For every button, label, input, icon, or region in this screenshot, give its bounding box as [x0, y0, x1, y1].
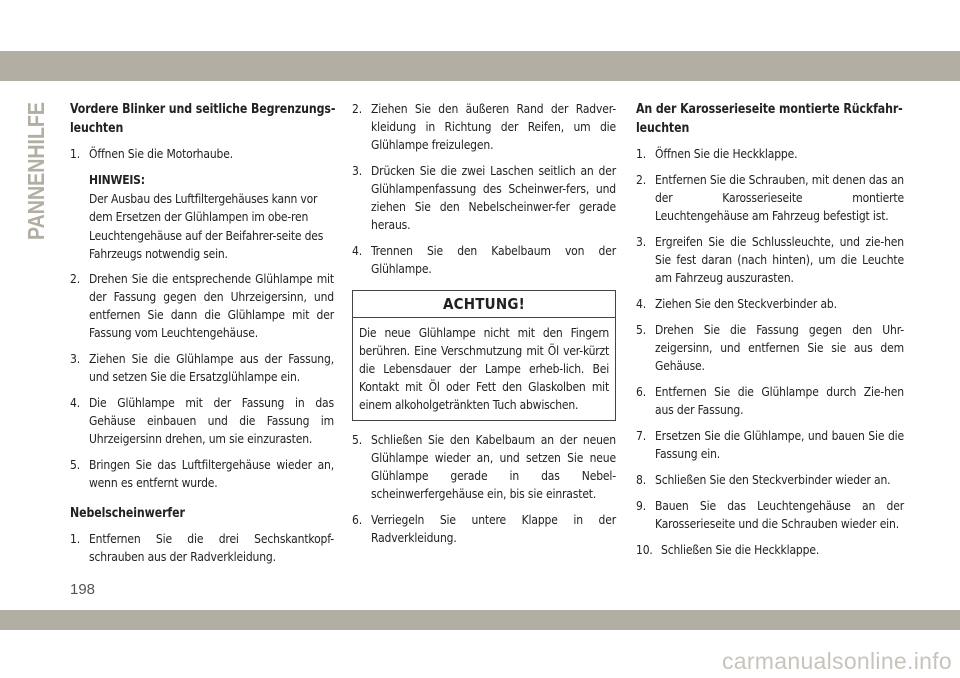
list-item	[352, 162, 616, 234]
step-number: 3.	[636, 235, 646, 249]
step-number: 7.	[636, 429, 646, 443]
step-text: Verriegeln Sie untere Klappe in der Radverkleidung.	[371, 513, 616, 545]
watermark: carmanualsonline.info	[721, 648, 952, 674]
list-item	[352, 511, 616, 547]
list-item	[70, 530, 334, 566]
heading-line-2: leuchten	[70, 121, 124, 136]
list-item	[70, 456, 334, 492]
list-item	[636, 233, 904, 287]
heading-line-1: An der Karosserieseite montierte Rückfahr-	[636, 102, 903, 117]
list-item	[636, 497, 904, 533]
step-number: 1.	[70, 147, 80, 161]
section-heading-front-indicators	[70, 100, 336, 138]
step-text: Ziehen Sie den äußeren Rand der Radver-kleidung in Richtung der Reifen, um die Glühlampe freizulegen.	[371, 102, 616, 152]
list-item	[352, 242, 616, 278]
page-number: 198	[70, 581, 96, 598]
step-number: 6.	[352, 513, 362, 527]
step-number: 8.	[636, 473, 646, 487]
step-text: Drehen Sie die Fassung gegen den Uhr-zeigersinn, und entfernen Sie sie aus dem Gehäuse.	[655, 323, 904, 373]
bottom-band	[0, 610, 960, 630]
step-number: 4.	[352, 244, 362, 258]
step-number: 4.	[70, 395, 80, 410]
list-item	[636, 427, 904, 463]
step-text: Ergreifen Sie die Schlussleuchte, und zie-hen Sie fest daran (nach hinten), um die Leuchte am Fahrzeug auszurasten.	[655, 235, 904, 285]
step-text: Die Glühlampe mit der Fassung in das Gehäuse einbauen und die Fassung im Uhrzeigersinn drehen, um sie einzurasten.	[89, 395, 334, 446]
top-band	[0, 51, 960, 81]
step-number: 5.	[70, 457, 80, 472]
list-item	[352, 431, 616, 503]
column-2	[352, 100, 616, 555]
step-number: 5.	[636, 323, 646, 337]
step-text: Ersetzen Sie die Glühlampe, und bauen Sie die Fassung ein.	[655, 429, 904, 461]
step-number: 3.	[352, 164, 362, 178]
note-text: Der Ausbau des Luftfiltergehäuses kann vor dem Ersetzen der Glühlampen im obe-ren Leuchtengehäuse auf der Beifahrer-seite des Fahrzeugs notwendig sein.	[89, 191, 324, 261]
step-text: Drücken Sie die zwei Laschen seitlich an der Glühlampenfassung des Scheinwer-fers, und ziehen Sie den Nebelscheinwer-fer gerade heraus.	[371, 164, 616, 232]
section-tab-label	[22, 78, 52, 240]
step-number: 3.	[70, 351, 80, 366]
warning-title: ACHTUNG!	[353, 291, 615, 318]
section-tab-pannenhilfe	[22, 78, 52, 240]
step-text: Entfernen Sie die Schrauben, mit denen das an der Karosserieseite montierte Leuchtengehäuse am Fahrzeug befestigt ist.	[655, 173, 904, 223]
step-number: 2.	[70, 271, 80, 286]
step-text: Öffnen Sie die Heckklappe.	[655, 147, 798, 161]
step-number: 5.	[352, 433, 362, 447]
step-text: Schließen Sie den Steckverbinder wieder an.	[655, 473, 891, 487]
step-text: Schließen Sie den Kabelbaum an der neuen Glühlampe wieder an, und setzen Sie neue Glühlampe gerade in das Nebel-scheinwerfergehäuse ein, bis sie einrastet.	[371, 433, 616, 501]
step-text: Schließen Sie die Heckklappe.	[661, 543, 820, 557]
list-item	[70, 394, 334, 448]
list-item	[70, 145, 334, 163]
section-tab-text: PANNENHILFE	[23, 78, 49, 240]
step-number: 4.	[636, 297, 646, 311]
step-number: 1.	[70, 531, 80, 546]
step-number: 1.	[636, 147, 646, 161]
list-item	[70, 270, 334, 342]
step-text: Ziehen Sie den Steckverbinder ab.	[655, 297, 837, 311]
column-3	[636, 100, 904, 567]
step-text: Ziehen Sie die Glühlampe aus der Fassung, und setzen Sie die Ersatzglühlampe ein.	[89, 351, 334, 384]
list-item	[352, 100, 616, 154]
heading-line-1: Vordere Blinker und seitliche Begrenzungs-	[70, 102, 336, 117]
step-number: 2.	[352, 102, 362, 116]
list-item	[636, 171, 904, 225]
list-item	[636, 471, 904, 489]
step-number: 9.	[636, 499, 646, 513]
step-text: Öffnen Sie die Motorhaube.	[89, 147, 234, 161]
step-text: Entfernen Sie die Glühlampe durch Zie-hen aus der Fassung.	[655, 385, 904, 417]
step-number: 2.	[636, 173, 646, 187]
step-text: Bringen Sie das Luftfiltergehäuse wieder an, wenn es entfernt wurde.	[89, 457, 334, 490]
warning-box	[352, 290, 616, 421]
list-item	[636, 321, 904, 375]
note-title: HINWEIS:	[89, 173, 145, 187]
list-item	[636, 145, 904, 163]
section-heading-fog-lights: Nebelscheinwerfer	[70, 505, 185, 521]
list-item	[70, 350, 334, 386]
section-heading-reverse-lights	[636, 100, 903, 138]
list-item	[636, 295, 904, 313]
step-number: 10.	[636, 543, 653, 557]
step-number: 6.	[636, 385, 646, 399]
note-block	[70, 171, 334, 264]
list-item	[636, 383, 904, 419]
step-text: Entfernen Sie die drei Sechskantkopf-schrauben aus der Radverkleidung.	[89, 531, 334, 564]
step-text: Trennen Sie den Kabelbaum von der Glühlampe.	[371, 244, 616, 276]
step-text: Bauen Sie das Leuchtengehäuse an der Karosserieseite und die Schrauben wieder ein.	[655, 499, 904, 531]
heading-line-2: leuchten	[636, 121, 690, 136]
column-1	[70, 100, 334, 574]
step-text: Drehen Sie die entsprechende Glühlampe mit der Fassung gegen den Uhrzeigersinn, und entfernen Sie dann die Glühlampe mit der Fassung vom Leuchtengehäuse.	[89, 271, 334, 340]
list-item	[636, 541, 904, 559]
warning-text: Die neue Glühlampe nicht mit den Fingern berühren. Eine Verschmutzung mit Öl ver-kürzt die Lebensdauer der Lampe erheb-lich. Bei Kontakt mit Öl oder Fett den Glaskolben mit einem alkoholgetränkten Tuch abwischen.	[359, 326, 609, 412]
